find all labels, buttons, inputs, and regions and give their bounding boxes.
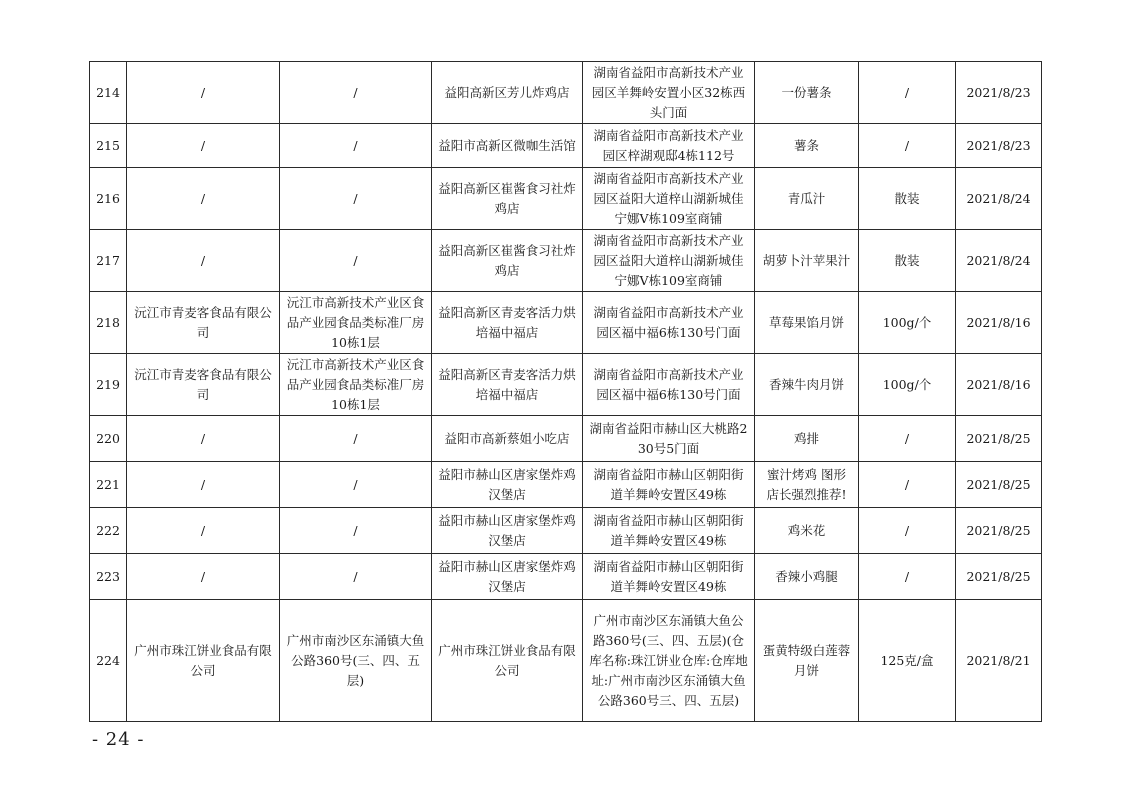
cell-product-name: 鸡排 [755, 416, 859, 462]
cell-seller-address: 湖南省益阳市赫山区朝阳街道羊舞岭安置区49栋 [583, 462, 755, 508]
cell-production-date: 2021/8/23 [956, 62, 1042, 124]
cell-product-name: 香辣小鸡腿 [755, 554, 859, 600]
table-row [90, 168, 1042, 230]
table-row [90, 554, 1042, 600]
cell-serial-number: 216 [90, 168, 127, 230]
cell-specification: 散装 [859, 230, 956, 292]
cell-seller-address: 湖南省益阳市高新技术产业园区益阳大道梓山湖新城佳宁娜V栋109室商铺 [583, 168, 755, 230]
cell-seller-name: 益阳市赫山区唐家堡炸鸡汉堡店 [432, 554, 583, 600]
table-row [90, 354, 1042, 416]
cell-producer-name: / [127, 416, 280, 462]
cell-seller-name: 广州市珠江饼业食品有限公司 [432, 600, 583, 722]
cell-producer-name: / [127, 462, 280, 508]
table-row [90, 292, 1042, 354]
cell-specification: 散装 [859, 168, 956, 230]
cell-seller-address: 湖南省益阳市高新技术产业园区福中福6栋130号门面 [583, 354, 755, 416]
cell-specification: / [859, 124, 956, 168]
cell-production-date: 2021/8/25 [956, 554, 1042, 600]
cell-product-name: 青瓜汁 [755, 168, 859, 230]
cell-producer-name: 广州市珠江饼业食品有限公司 [127, 600, 280, 722]
cell-specification: 100g/个 [859, 354, 956, 416]
cell-product-name: 蜜汁烤鸡 图形店长强烈推荐! [755, 462, 859, 508]
cell-producer-address: / [280, 168, 432, 230]
cell-producer-address: / [280, 124, 432, 168]
cell-producer-address: / [280, 554, 432, 600]
cell-production-date: 2021/8/24 [956, 230, 1042, 292]
cell-product-name: 香辣牛肉月饼 [755, 354, 859, 416]
cell-seller-name: 益阳高新区芳儿炸鸡店 [432, 62, 583, 124]
cell-specification: / [859, 462, 956, 508]
cell-producer-address: / [280, 416, 432, 462]
cell-producer-name: 沅江市青麦客食品有限公司 [127, 354, 280, 416]
table-row [90, 230, 1042, 292]
cell-seller-address: 湖南省益阳市赫山区朝阳街道羊舞岭安置区49栋 [583, 508, 755, 554]
cell-producer-name: 沅江市青麦客食品有限公司 [127, 292, 280, 354]
cell-producer-name: / [127, 508, 280, 554]
cell-production-date: 2021/8/21 [956, 600, 1042, 722]
cell-serial-number: 224 [90, 600, 127, 722]
cell-serial-number: 219 [90, 354, 127, 416]
cell-production-date: 2021/8/25 [956, 508, 1042, 554]
cell-production-date: 2021/8/16 [956, 354, 1042, 416]
cell-seller-address: 湖南省益阳市赫山区大桃路230号5门面 [583, 416, 755, 462]
sampling-results-table [89, 61, 1042, 722]
cell-seller-name: 益阳高新区青麦客活力烘培福中福店 [432, 354, 583, 416]
cell-serial-number: 214 [90, 62, 127, 124]
cell-specification: 125克/盒 [859, 600, 956, 722]
cell-serial-number: 220 [90, 416, 127, 462]
cell-producer-address: 沅江市高新技术产业区食品产业园食品类标准厂房10栋1层 [280, 354, 432, 416]
cell-producer-name: / [127, 554, 280, 600]
table-row [90, 416, 1042, 462]
cell-serial-number: 217 [90, 230, 127, 292]
cell-serial-number: 223 [90, 554, 127, 600]
cell-production-date: 2021/8/25 [956, 462, 1042, 508]
cell-serial-number: 222 [90, 508, 127, 554]
cell-product-name: 草莓果馅月饼 [755, 292, 859, 354]
cell-seller-name: 益阳市高新蔡姐小吃店 [432, 416, 583, 462]
cell-specification: / [859, 554, 956, 600]
cell-production-date: 2021/8/24 [956, 168, 1042, 230]
cell-production-date: 2021/8/25 [956, 416, 1042, 462]
cell-seller-address: 湖南省益阳市高新技术产业园区羊舞岭安置小区32栋西头门面 [583, 62, 755, 124]
cell-producer-address: / [280, 62, 432, 124]
page-number: - 24 - [92, 729, 145, 750]
cell-producer-address: 沅江市高新技术产业区食品产业园食品类标准厂房10栋1层 [280, 292, 432, 354]
cell-seller-name: 益阳市高新区微咖生活馆 [432, 124, 583, 168]
cell-producer-address: 广州市南沙区东涌镇大鱼公路360号(三、四、五层) [280, 600, 432, 722]
cell-producer-address: / [280, 230, 432, 292]
cell-seller-address: 湖南省益阳市高新技术产业园区益阳大道梓山湖新城佳宁娜V栋109室商铺 [583, 230, 755, 292]
cell-specification: / [859, 416, 956, 462]
cell-production-date: 2021/8/16 [956, 292, 1042, 354]
table-row [90, 124, 1042, 168]
cell-product-name: 蛋黄特级白莲蓉月饼 [755, 600, 859, 722]
cell-producer-address: / [280, 508, 432, 554]
cell-product-name: 胡萝卜汁苹果汁 [755, 230, 859, 292]
cell-seller-name: 益阳高新区青麦客活力烘培福中福店 [432, 292, 583, 354]
cell-producer-name: / [127, 168, 280, 230]
cell-seller-address: 广州市南沙区东涌镇大鱼公路360号(三、四、五层)(仓库名称:珠江饼业仓库:仓库地址:广州市南沙区东涌镇大鱼公路360号三、四、五层) [583, 600, 755, 722]
cell-specification: / [859, 62, 956, 124]
cell-seller-name: 益阳市赫山区唐家堡炸鸡汉堡店 [432, 462, 583, 508]
cell-seller-name: 益阳市赫山区唐家堡炸鸡汉堡店 [432, 508, 583, 554]
cell-product-name: 薯条 [755, 124, 859, 168]
cell-specification: / [859, 508, 956, 554]
cell-seller-name: 益阳高新区崔酱食习社炸鸡店 [432, 230, 583, 292]
cell-seller-address: 湖南省益阳市赫山区朝阳街道羊舞岭安置区49栋 [583, 554, 755, 600]
cell-seller-address: 湖南省益阳市高新技术产业园区梓湖观邸4栋112号 [583, 124, 755, 168]
table-row [90, 462, 1042, 508]
cell-seller-name: 益阳高新区崔酱食习社炸鸡店 [432, 168, 583, 230]
table-row [90, 508, 1042, 554]
table-body [90, 62, 1042, 722]
cell-serial-number: 215 [90, 124, 127, 168]
cell-producer-name: / [127, 124, 280, 168]
cell-production-date: 2021/8/23 [956, 124, 1042, 168]
sampling-table-page [89, 61, 1041, 722]
cell-serial-number: 218 [90, 292, 127, 354]
cell-product-name: 鸡米花 [755, 508, 859, 554]
cell-specification: 100g/个 [859, 292, 956, 354]
cell-producer-name: / [127, 230, 280, 292]
cell-serial-number: 221 [90, 462, 127, 508]
cell-producer-address: / [280, 462, 432, 508]
cell-seller-address: 湖南省益阳市高新技术产业园区福中福6栋130号门面 [583, 292, 755, 354]
cell-product-name: 一份薯条 [755, 62, 859, 124]
cell-producer-name: / [127, 62, 280, 124]
table-row [90, 62, 1042, 124]
table-row [90, 600, 1042, 722]
